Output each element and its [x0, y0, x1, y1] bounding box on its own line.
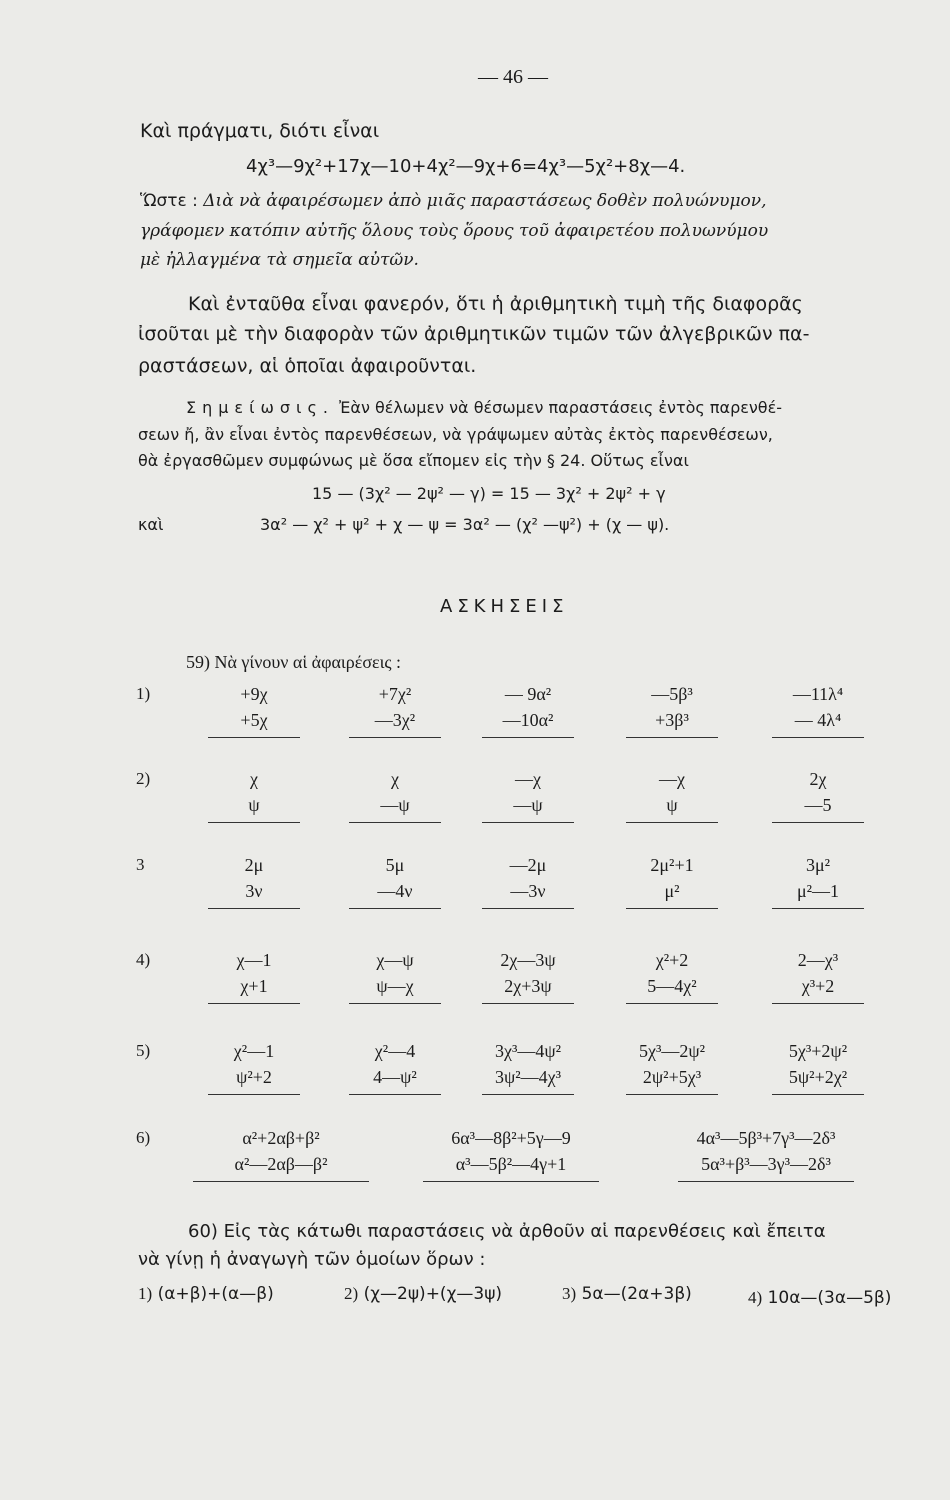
exercise-60-item-1	[138, 1284, 274, 1304]
exercise-59-underline	[482, 1003, 574, 1004]
exercise-59-underline	[678, 1181, 854, 1182]
rule-line-1	[140, 191, 767, 211]
item-expression: (α+β)+(α—β)	[157, 1284, 274, 1304]
exercise-59-minuend: —5β³	[651, 684, 693, 704]
exercise-59-minuend: 3χ³—4ψ²	[494, 1041, 562, 1061]
exercise-59-subtrahend: —4ν	[377, 881, 413, 901]
exercise-59-subtrahend: 2χ+3ψ	[504, 976, 552, 996]
exercise-59-minuend: — 9α²	[504, 684, 552, 704]
exercise-59-minuend: 3μ²	[805, 855, 831, 875]
exercise-59-subtrahend: —ψ	[513, 795, 543, 815]
exercise-59-minuend: χ—ψ	[376, 950, 414, 970]
exercise-59-minuend: —11λ⁴	[792, 684, 844, 704]
exercise-59-underline	[626, 737, 718, 738]
exercise-59-minuend: α²+2αβ+β²	[242, 1128, 320, 1148]
exercise-59-underline	[423, 1181, 599, 1182]
exercise-60-line-2: νὰ γίνῃ ἡ ἀναγωγὴ τῶν ὁμοίων ὅρων :	[138, 1249, 486, 1270]
exercise-59-underline	[193, 1181, 369, 1182]
identity-equation: 4χ³—9χ²+17χ—10+4χ²—9χ+6=4χ³—5χ²+8χ—4.	[246, 156, 686, 177]
exercise-59-underline	[208, 1003, 300, 1004]
exercise-59-minuend: 5μ	[385, 855, 405, 875]
exercise-59-subtrahend: —3ν	[510, 881, 546, 901]
exercise-59-underline	[208, 737, 300, 738]
exercise-59-subtrahend: 5—4χ²	[647, 976, 697, 996]
exercise-59-underline	[772, 737, 864, 738]
exercise-59-minuend: χ—1	[236, 950, 272, 970]
rule-lead: Ὥστε :	[140, 191, 198, 211]
exercise-59-prompt: 59) Νὰ γίνουν αἱ ἀφαιρέσεις :	[186, 652, 402, 672]
exercise-59-minuend: χ²+2	[655, 950, 689, 970]
exercise-59-row-label: 2)	[136, 769, 151, 788]
exercise-59-subtrahend: 3ψ²—4χ³	[494, 1067, 562, 1087]
exercise-59-underline	[349, 737, 441, 738]
rule-text-1: Διὰ νὰ ἀφαιρέσωμεν ἀπὸ μιᾶς παραστάσεως δοθὲν πολυώνυμον,	[203, 191, 767, 211]
exercise-59-minuend: —χ	[659, 769, 685, 789]
exercise-59-subtrahend: ψ	[248, 795, 260, 815]
exercise-59-minuend: 2μ	[244, 855, 264, 875]
exercise-60-line-1: 60) Εἰς τὰς κάτωθι παραστάσεις νὰ ἀρθοῦν αἱ παρενθέσεις καὶ ἔπειτα	[188, 1221, 826, 1242]
exercise-59-underline	[349, 822, 441, 823]
exercises-title: ΑΣΚΗΣΕΙΣ	[440, 596, 569, 617]
note-text-1: Ἐὰν θέλωμεν νὰ θέσωμεν παραστάσεις ἐντὸς παρενθέ-	[339, 398, 783, 417]
item-expression: (χ—2ψ)+(χ—3ψ)	[363, 1284, 503, 1304]
exercise-59-minuend: —χ	[515, 769, 541, 789]
exercise-59-minuend: 2—χ³	[797, 950, 839, 970]
exercise-59-minuend: 2μ²+1	[650, 855, 694, 875]
exercise-59-subtrahend: —ψ	[380, 795, 410, 815]
exercise-59-minuend: +7χ²	[378, 684, 412, 704]
exercise-59-underline	[482, 1094, 574, 1095]
paragraph-line-2: ἰσοῦται μὲ τὴν διαφορὰν τῶν ἀριθμητικῶν τιμῶν τῶν ἀλγεβρικῶν πα-	[138, 323, 810, 345]
exercise-59-minuend: 2χ—3ψ	[500, 950, 556, 970]
exercise-59-minuend: 6α³—8β²+5γ—9	[451, 1128, 571, 1148]
exercise-59-subtrahend: +5χ	[240, 710, 268, 730]
exercise-59-underline	[772, 908, 864, 909]
exercise-59-underline	[349, 908, 441, 909]
exercise-59-subtrahend: 4—ψ²	[373, 1067, 417, 1087]
exercise-59-minuend: χ²—4	[374, 1041, 416, 1061]
example-equation-2: 3α² — χ² + ψ² + χ — ψ = 3α² — (χ² —ψ²) + (χ — ψ).	[260, 515, 670, 534]
exercise-59-subtrahend: —3χ²	[374, 710, 416, 730]
exercise-60-item-3	[562, 1284, 692, 1304]
note-line-1	[186, 398, 782, 417]
exercise-59-underline	[208, 908, 300, 909]
exercise-59-minuend: 5χ³+2ψ²	[788, 1041, 848, 1061]
item-number: 3)	[562, 1284, 577, 1303]
exercise-60-item-2	[344, 1284, 502, 1304]
exercise-59-subtrahend: —10α²	[502, 710, 554, 730]
exercise-59-subtrahend: 5ψ²+2χ²	[788, 1067, 848, 1087]
exercise-59-subtrahend: χ+1	[240, 976, 268, 996]
exercise-59-minuend: 2χ	[809, 769, 827, 789]
example-and: καὶ	[138, 515, 164, 534]
intro-text: Καὶ πράγματι, διότι εἶναι	[140, 120, 380, 142]
exercise-59-subtrahend: ψ—χ	[376, 976, 414, 996]
exercise-59-underline	[626, 1003, 718, 1004]
exercise-59-row-label: 1)	[136, 684, 151, 703]
exercise-59-underline	[208, 822, 300, 823]
exercise-59-minuend: 5χ³—2ψ²	[638, 1041, 706, 1061]
item-expression: 5α—(2α+3β)	[581, 1284, 692, 1304]
exercise-59-row-label: 6)	[136, 1128, 151, 1147]
exercise-59-subtrahend: —5	[804, 795, 832, 815]
paragraph-line-3: ραστάσεων, αἱ ὁποῖαι ἀφαιροῦνται.	[138, 355, 477, 377]
exercise-59-underline	[482, 908, 574, 909]
exercise-59-minuend: χ²—1	[233, 1041, 275, 1061]
item-number: 2)	[344, 1284, 359, 1303]
exercise-59-subtrahend: ψ	[666, 795, 678, 815]
exercise-59-subtrahend: χ³+2	[801, 976, 835, 996]
exercise-60-item-4	[748, 1288, 891, 1308]
exercise-59-subtrahend: α²—2αβ—β²	[234, 1154, 328, 1174]
paragraph-line-1: Καὶ ἐνταῦθα εἶναι φανερόν, ὅτι ἡ ἀριθμητικὴ τιμὴ τῆς διαφορᾶς	[188, 293, 803, 315]
item-expression: 10α—(3α—5β)	[767, 1288, 892, 1308]
exercise-59-underline	[349, 1094, 441, 1095]
exercise-59-row-label: 5)	[136, 1041, 151, 1060]
exercise-59-minuend: 4α³—5β³+7γ³—2δ³	[696, 1128, 836, 1148]
exercise-59-row-label: 4)	[136, 950, 151, 969]
exercise-59-underline	[208, 1094, 300, 1095]
exercise-59-subtrahend: — 4λ⁴	[794, 710, 842, 730]
page-number: — 46 —	[478, 66, 548, 88]
exercise-59-subtrahend: α³—5β²—4γ+1	[455, 1154, 567, 1174]
exercise-59-underline	[626, 1094, 718, 1095]
note-line-2: σεων ἤ, ἂν εἶναι ἐντὸς παρενθέσεων, νὰ γράψωμεν αὐτὰς ἐκτὸς παρενθέσεων,	[138, 425, 773, 444]
exercise-59-underline	[772, 1003, 864, 1004]
exercise-59-underline	[772, 822, 864, 823]
exercise-59-subtrahend: 2ψ²+5χ³	[642, 1067, 702, 1087]
rule-line-2: γράφομεν κατόπιν αὐτῆς ὅλους τοὺς ὅρους τοῦ ἀφαιρετέου πολυωνύμου	[140, 221, 769, 241]
exercise-59-row-label: 3	[136, 855, 145, 874]
example-equation-1: 15 — (3χ² — 2ψ² — γ) = 15 — 3χ² + 2ψ² + γ	[312, 484, 666, 503]
item-number: 1)	[138, 1284, 153, 1303]
exercise-59-minuend: χ	[391, 769, 399, 789]
rule-line-3: μὲ ἠλλαγμένα τὰ σημεῖα αὐτῶν.	[140, 250, 419, 270]
note-line-3: θὰ ἐργασθῶμεν συμφώνως μὲ ὅσα εἴπομεν εἰς τὴν § 24. Οὕτως εἶναι	[138, 451, 689, 470]
exercise-59-subtrahend: 3ν	[245, 881, 263, 901]
exercise-59-underline	[772, 1094, 864, 1095]
exercise-59-subtrahend: ψ²+2	[236, 1067, 272, 1087]
exercise-59-minuend: —2μ	[509, 855, 547, 875]
exercise-59-subtrahend: +3β³	[655, 710, 689, 730]
exercise-59-subtrahend: μ²—1	[796, 881, 840, 901]
exercise-59-underline	[349, 1003, 441, 1004]
exercise-59-subtrahend: 5α³+β³—3γ³—2δ³	[701, 1154, 831, 1174]
exercise-59-underline	[482, 737, 574, 738]
exercise-59-underline	[626, 908, 718, 909]
exercise-59-minuend: +9χ	[240, 684, 268, 704]
exercise-59-minuend: χ	[250, 769, 258, 789]
exercise-59-underline	[626, 822, 718, 823]
note-label: Σημείωσις.	[186, 398, 334, 417]
exercise-59-underline	[482, 822, 574, 823]
exercise-59-subtrahend: μ²	[664, 881, 680, 901]
item-number: 4)	[748, 1288, 763, 1307]
